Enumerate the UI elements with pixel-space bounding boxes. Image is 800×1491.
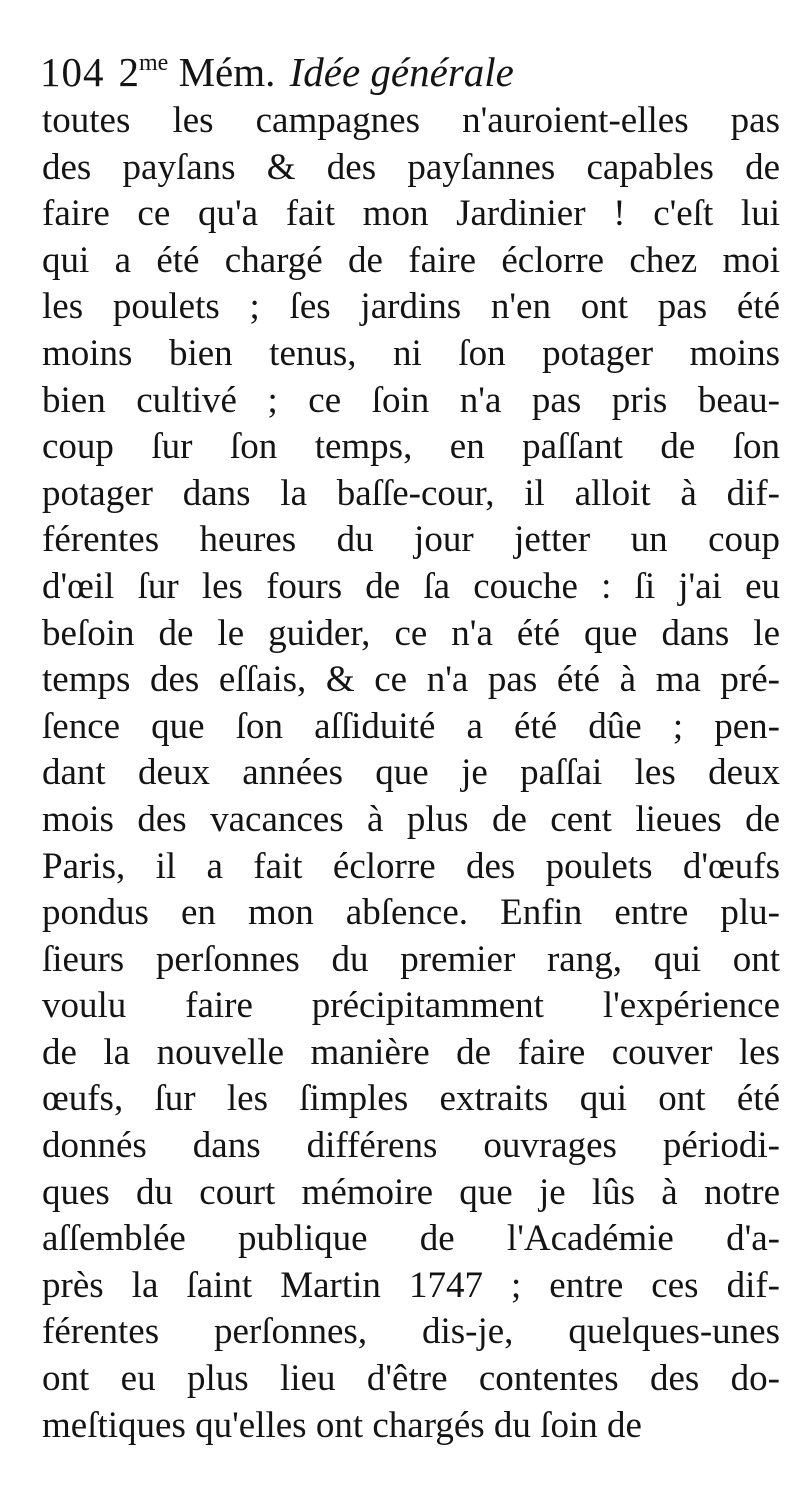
text-line: beſoin de le guider, ce n'a été que dans le — [42, 612, 780, 654]
text-line: mois des vacances à plus de cent lieues de — [42, 798, 780, 840]
text-line: près la ſaint Martin 1747 ; entre ces dif- — [42, 1264, 780, 1306]
text-line: ques du court mémoire que je lûs à notre — [42, 1171, 780, 1213]
text-line: moins bien tenus, ni ſon potager moins — [42, 332, 780, 374]
text-line: œufs, ſur les ſimples extraits qui ont été — [42, 1078, 780, 1120]
text-line: faire ce qu'a fait mon Jardinier ! c'eſt lui — [42, 193, 780, 235]
text-line: d'œil ſur les fours de ſa couche : ſi j'ai eu — [42, 565, 780, 607]
text-line: aſſemblée publique de l'Académie d'a- — [42, 1218, 780, 1260]
text-line: toutes les campagnes n'auroient-elles pas — [42, 100, 780, 141]
running-header — [40, 44, 780, 104]
text-line: férentes heures du jour jetter un coup — [42, 519, 780, 561]
text-line: pondus en mon abſence. Enfin entre plu- — [42, 892, 780, 934]
section-word: Mém. — [178, 49, 276, 95]
text-line: bien cultivé ; ce ſoin n'a pas pris beau- — [42, 379, 780, 421]
text-line: qui a été chargé de faire éclorre chez moi — [42, 239, 780, 281]
text-line: coup ſur ſon temps, en paſſant de ſon — [42, 426, 780, 468]
text-line: donnés dans différens ouvrages périodi- — [42, 1125, 780, 1167]
text-line: dant deux années que je paſſai les deux — [42, 752, 780, 794]
text-line: ont eu plus lieu d'être contentes des do- — [42, 1358, 780, 1400]
text-line: des payſans & des payſannes capables de — [42, 146, 780, 188]
section-suffix: me — [139, 50, 169, 76]
text-line: potager dans la baſſe-cour, il alloit à dif- — [42, 472, 780, 514]
section-label — [119, 49, 276, 95]
body-text — [42, 98, 780, 1449]
text-line: voulu faire précipitamment l'expérience — [42, 985, 780, 1027]
section-number: 2 — [118, 49, 139, 95]
text-line: de la nouvelle manière de faire couver les — [42, 1031, 780, 1073]
text-line: meſtiques qu'elles ont chargés du ſoin de — [42, 1404, 642, 1446]
text-line: Paris, il a fait éclorre des poulets d'œufs — [42, 845, 780, 887]
text-line: ſieurs perſonnes du premier rang, qui ont — [42, 938, 780, 980]
running-title: Idée générale — [289, 49, 514, 95]
text-line: férentes perſonnes, dis-je, quelques-unes — [42, 1311, 780, 1353]
text-line: temps des eſſais, & ce n'a pas été à ma pré- — [42, 659, 780, 701]
text-line: les poulets ; ſes jardins n'en ont pas été — [42, 286, 780, 328]
page-number: 104 — [40, 49, 105, 95]
text-line: ſence que ſon aſſiduité a été dûe ; pen- — [42, 705, 780, 747]
